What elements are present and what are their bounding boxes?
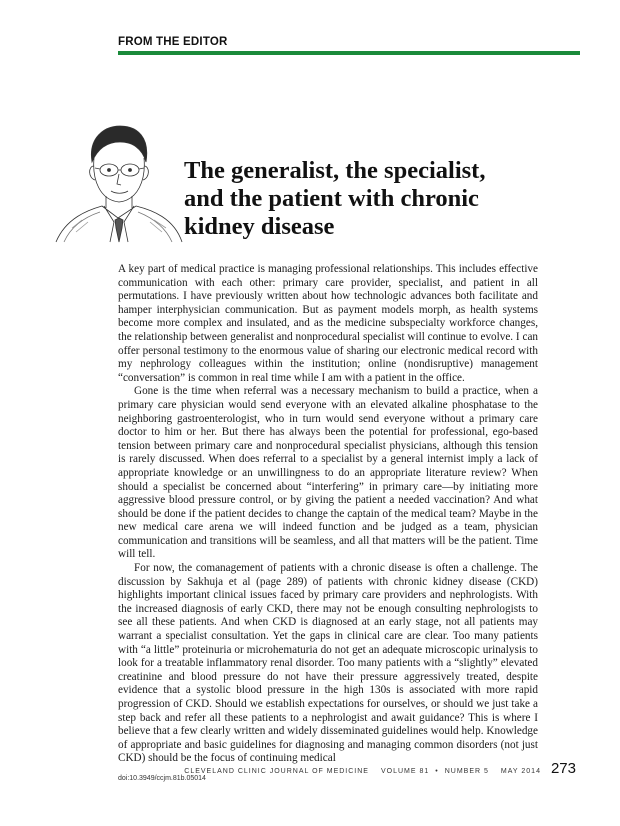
body-paragraph: A key part of medical practice is managing professional relationships. This includes effective communication with each other: primary care provider, specialist, and patient in all permutations. I have previously written about how technologic advances both facilitate and hamper interphysician communication. But as payment models morph, as health systems become more complex and insulated, and as the medicine subspecialty workforce changes, the relationship between generalist and nonprocedural specialist will continue to evolve. I can offer personal testimony to the enormous value of sharing our electronic medical record with my nephrology colleagues within the institution; online (nondisruptive) management “conversation” is common in real time while I am with a patient in the office. [118,263,538,384]
bullet-separator: • [435,768,439,775]
issue-date: MAY 2014 [500,768,541,775]
issue-number: NUMBER 5 [444,768,489,775]
page-number: 273 [550,760,576,777]
header-rule [118,51,580,55]
body-paragraph: For now, the comanagement of patients with a chronic disease is often a challenge. The discussion by Sakhuja et al (page 289) of patients with chronic kidney disease (CKD) highlights important clinical issues faced by primary care providers and nephrologists. With the increased diagnosis of early CKD, there may not be enough consulting nephrologists to see all these patients. And when CKD is diagnosed at an early stage, not all patients may warrant a specialist consultation. Yet the gaps in clinical care are clear. Too many patients with “a little” proteinuria or microhematuria do not get an adequate microscopic urinalysis to look for a treatable inflammatory renal disorder. Too many patients with a “slightly” elevated creatinine and blood pressure do not have their pressure aggressively treated, despite evidence that a systolic blood pressure in the high 130s is associated with more rapid progression of CKD. Should we establish expectations for ourselves, or should we just take a step back and refer all these patients to a nephrologist and await guidance? This is where I believe that a few clearly written and widely disseminated guidelines would help. Knowledge of appropriate and basic guidelines for diagnosing and managing common disorders (not just CKD) should be the focus of continuing medical [118,562,538,765]
page-footer [184,760,576,777]
title-line: kidney disease [184,213,335,240]
body-paragraph: Gone is the time when referral was a necessary mechanism to build a practice, when a primary care physician would send everyone with an elevated alkaline phosphatase to the neighboring gastroenterologist, who in turn would send everyone without a primary care doctor to him or her. But there has always been the potential for professional, ego-based tension between primary care and nonprocedural specialist physicians, although this tension is rarely discussed. When does referral to a specialist by a general internist imply a lack of appropriate knowledge or an unwillingness to do an appropriate literature review? When should a specialist be concerned about “interfering” in primary care—by initiating more aggressive blood pressure control, or by giving the patient a needed vaccination? And what should be done if the patient decides to change the captain of the medical team? Maybe in the new medical care arena we will indeed function and be judged as a team, physician communication and transitions will be seamless, and all that matters will be the patient. Time will tell. [118,385,538,561]
article-title [184,157,564,241]
volume: VOLUME 81 [380,768,430,775]
journal-name: CLEVELAND CLINIC JOURNAL OF MEDICINE [184,768,369,775]
article-body [118,263,538,766]
section-label: FROM THE EDITOR [118,36,228,48]
doi: doi:10.3949/ccjm.81b.05014 [118,775,206,782]
title-line: and the patient with chronic [184,185,479,212]
author-portrait-sketch [52,118,184,244]
title-line: The generalist, the specialist, [184,157,486,184]
